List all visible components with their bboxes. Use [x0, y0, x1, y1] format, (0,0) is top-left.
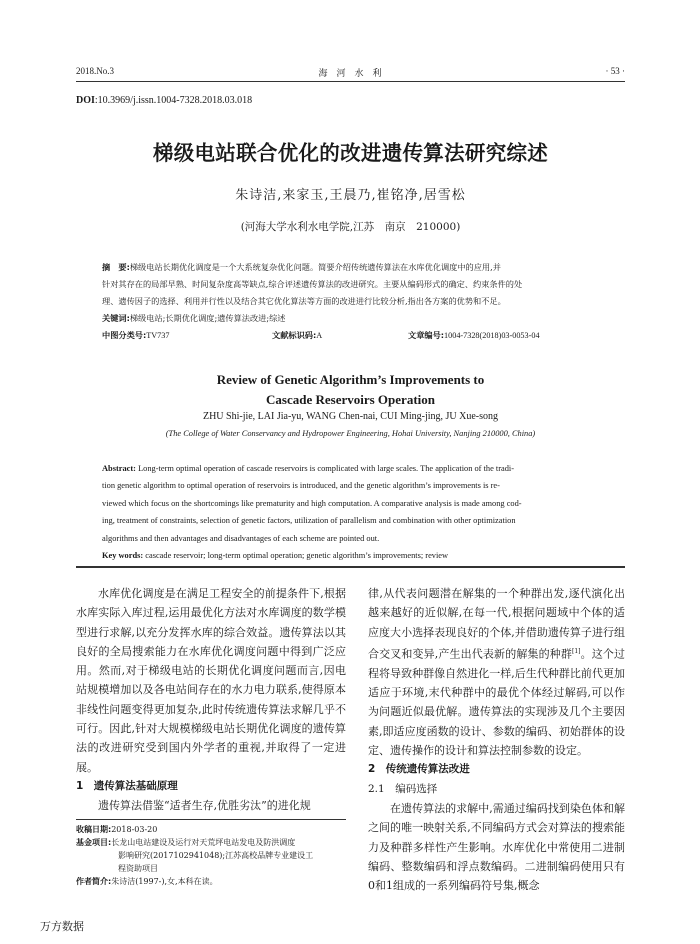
abstract-cn: [102, 259, 602, 344]
intro-paragraph: 水库优化调度是在满足工程安全的前提条件下,根据水库实际入库过程,运用最优化方法对水库调度的数学模型进行求解,以充分发挥水库的综合效益。遗传算法以其良好的全局搜索能力在水库优化调度问题中得到广泛应用。然而,对于梯级电站的长期优化调度问题而言,因电站规模增加以及各电站间存在的水力电力联系,使得原本非线性问题变得更加复杂,此时传统遗传算法求解几乎不可行。因此,针对大规模梯级电站长期优化调度的遗传算法的改进研究受到国内外学者的重视,并取得了一定进展。: [76, 587, 346, 774]
section-1-paragraph: 遗传算法借鉴“适者生存,优胜劣汰”的进化规: [98, 799, 311, 813]
abstract-en-line: tion genetic algorithm to optimal operation of reservoirs is introduced, and the genetic algorithm’s improvements is re-: [102, 481, 500, 491]
doi-value: :10.3969/j.issn.1004-7328.2018.03.018: [94, 95, 253, 106]
section-2-1-paragraph: 在遗传算法的求解中,需通过编码找到染色体和解之间的唯一映射关系,不同编码方式会对算法的搜索能力及种群多样性产生影响。水库优化中常使用二进制编码、整数编码和浮点数编码。二进制编码使用只有0和1组成的一系列编码符号集,概念: [368, 801, 625, 893]
abstract-en-line: ing, treatment of constraints, selection of genetic factors, utilization of parallelism and combination with other optimization: [102, 516, 516, 526]
abstract-cn-line: 针对其存在的局部早熟、时间复杂度高等缺点,综合评述遗传算法的改进研究。主要从编码形式的确定、约束条件的处: [102, 279, 523, 289]
left-column: [76, 584, 346, 816]
article-no-value: 1004-7328(2018)03-0053-04: [444, 331, 540, 340]
authors-en: ZHU Shi-jie, LAI Jia-yu, WANG Chen-nai, CUI Ming-jing, JU Xue-song: [202, 411, 499, 422]
abstract-cn-line: 理、遗传因子的选择、利用并行性以及结合其它优化算法等方面的改进进行比较分析,指出各方案的优势和不足。: [102, 296, 506, 306]
section-1-heading: 1 遗传算法基础原理: [76, 779, 178, 792]
affiliation-en: (The College of Water Conservancy and Hydropower Engineering, Hohai University, Nanjing 210000, China): [165, 429, 536, 438]
abstract-cn-line: 梯级电站长期优化调度是一个大系统复杂优化问题。简要介绍传统遗传算法在水库优化调度中的应用,并: [129, 262, 501, 272]
classification-row: [102, 327, 602, 344]
journal-name: 海 河 水 利: [318, 69, 382, 79]
abstract-en-line: algorithms and then advantages and disadvantages of each scheme are pointed out.: [102, 533, 380, 543]
title-en-line2: Cascade Reservoirs Operation: [266, 392, 435, 407]
footnote-rule: [76, 819, 346, 820]
title-en-line1: Review of Genetic Algorithm’s Improvements to: [216, 372, 485, 387]
fund-text: 影响研究(2017102941048);江苏高校品牌专业建设工: [118, 851, 314, 860]
abstract-en-line: viewed which focus on the shortcomings like prematurity and high computation. A comparative analysis is made among cod-: [102, 498, 522, 508]
para-text: 。这个过程将导致种群像自然进化一样,后生代种群比前代更加适应于环境,末代种群中的最优个体经过解码,可以作为问题近似最优解。遗传算法的实现涉及几个主要因素,即适应度函数的设计、参数的编码、初始群体的设定、遗传操作的设计和算法控制参数的设定。: [368, 647, 626, 758]
para-text: 律,从代表问题潜在解集的一个种群出发,逐代演化出越来越好的近似解,在每一代,根据问题域中个体的适应度大小选择表现良好的个体,并借助遗传算子进行组合交叉和变异,产生出代表新的解集的种群: [368, 587, 625, 661]
right-column: [368, 584, 625, 895]
doi-label: DOI: [76, 95, 95, 106]
abstract-en-line: Long-term optimal operation of cascade reservoirs is complicated with large scales. The application of the tradi-: [138, 464, 515, 473]
issue-label: 2018.No.3: [76, 66, 114, 76]
title-cn: 梯级电站联合优化的改进遗传算法研究综述: [152, 141, 549, 165]
received-label: 收稿日期:: [76, 825, 112, 834]
footnotes: [76, 823, 346, 888]
received-date: 2018-03-20: [111, 825, 158, 834]
author-bio-label: 作者简介:: [76, 877, 112, 886]
header-rule: [76, 81, 625, 82]
article-no-label: 文章编号:: [408, 330, 445, 340]
section-2-1-heading: 2.1 编码选择: [368, 782, 438, 795]
doc-code-label: 文献标识码:: [272, 330, 317, 340]
abstract-rule: [76, 566, 625, 568]
continued-paragraph: [368, 584, 625, 760]
keywords-cn: 梯级电站;长期优化调度;遗传算法改进;综述: [129, 313, 286, 323]
page-number: · 53 ·: [605, 66, 625, 76]
citation-ref: [1]: [571, 647, 581, 655]
fund-text: 长龙山电站建设及运行对天荒坪电站发电及防洪调度: [111, 838, 296, 847]
watermark: 万方数据: [40, 920, 84, 933]
section-2-heading: 2 传统遗传算法改进: [368, 763, 470, 776]
abstract-en-label: Abstract:: [102, 464, 136, 473]
abstract-en: [102, 460, 602, 564]
authors-cn: 朱诗洁,来家玉,王晨乃,崔铭净,居雪松: [235, 188, 466, 203]
keywords-en: cascade reservoir; long-term optimal operation; genetic algorithm’s improvements; review: [145, 551, 449, 561]
doc-code-value: A: [316, 331, 323, 340]
affiliation-cn: (河海大学水利水电学院,江苏 南京 210000): [240, 221, 461, 233]
keywords-en-label: Key words:: [102, 551, 144, 561]
abstract-cn-label: 摘 要:: [102, 262, 130, 272]
fund-text: 程资助项目: [118, 864, 158, 873]
keywords-cn-label: 关键词:: [102, 313, 130, 323]
title-en: [76, 370, 625, 410]
clc-value: TV737: [146, 331, 170, 340]
author-bio: 朱诗洁(1997-),女,本科在读。: [111, 877, 218, 886]
doi: [76, 95, 252, 106]
fund-label: 基金项目:: [76, 838, 112, 847]
clc-label: 中图分类号:: [102, 330, 147, 340]
